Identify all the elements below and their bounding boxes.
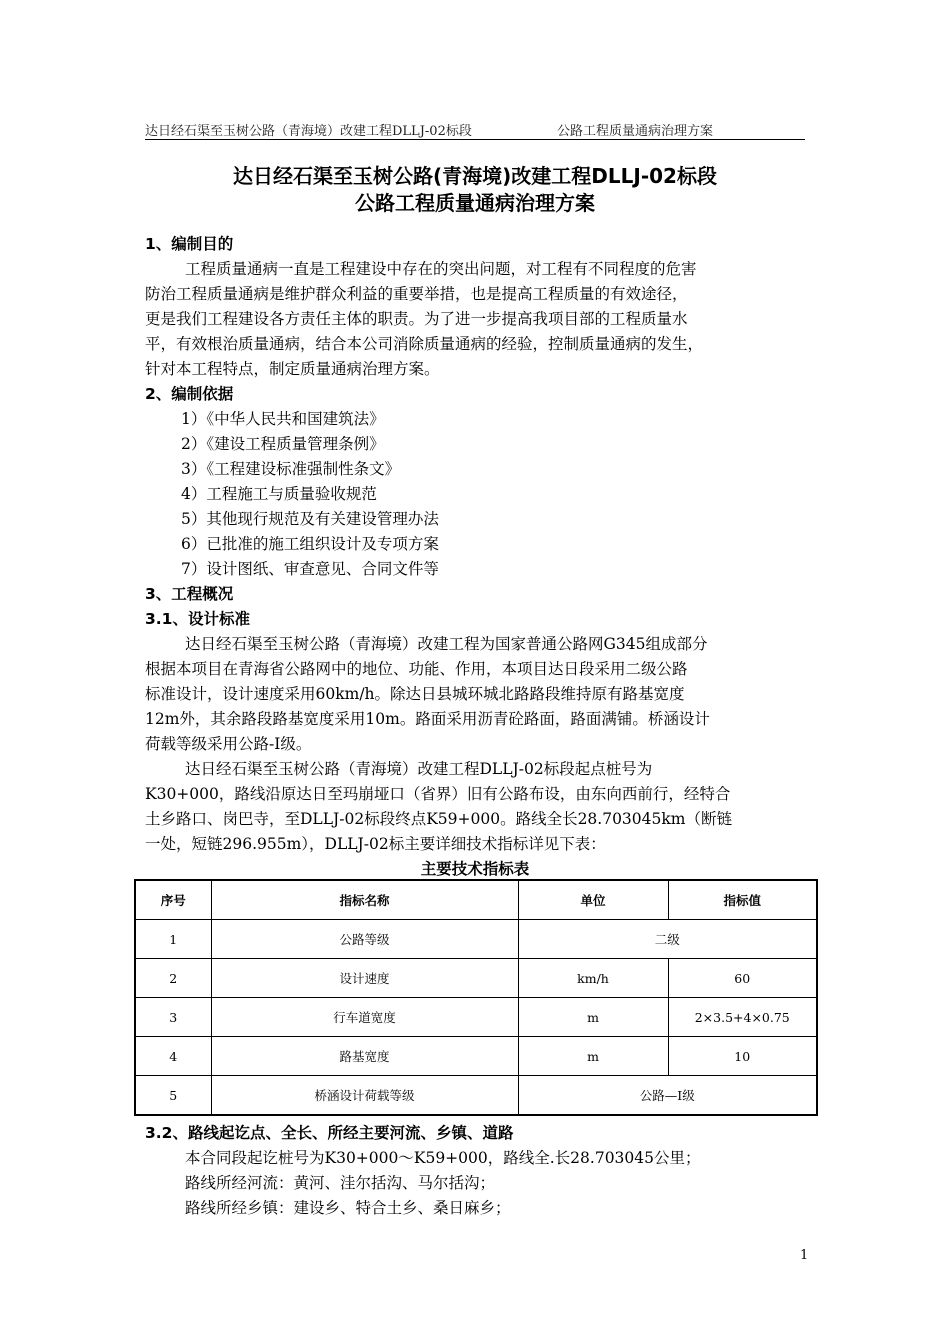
table-row bbox=[135, 959, 817, 998]
basis-item: 5）其他现行规范及有关建设管理办法 bbox=[181, 510, 439, 528]
section-3-2 bbox=[145, 1121, 807, 1221]
para-line: 达日经石渠至玉树公路（青海境）改建工程DLLJ-02标段起点桩号为 bbox=[185, 760, 653, 778]
document-title-line1: 达日经石渠至玉树公路(青海境)改建工程DLLJ-02标段 bbox=[233, 164, 717, 188]
table-header-cell: 序号 bbox=[135, 880, 211, 920]
table-cell: 3 bbox=[135, 998, 211, 1037]
basis-item: 1）《中华人民共和国建筑法》 bbox=[181, 410, 385, 428]
section-3-2-paragraph bbox=[145, 1146, 807, 1221]
table-cell: 5 bbox=[135, 1076, 211, 1116]
para-line: 荷载等级采用公路-I级。 bbox=[145, 735, 312, 753]
page-header bbox=[145, 117, 805, 140]
section-2-heading: 2、编制依据 bbox=[145, 385, 234, 403]
table-cell: 2 bbox=[135, 959, 211, 998]
para-line: 工程质量通病一直是工程建设中存在的突出问题，对工程有不同程度的危害 bbox=[185, 260, 697, 278]
table-cell: 60 bbox=[668, 959, 817, 998]
table-header-row bbox=[135, 880, 817, 920]
table-cell: km/h bbox=[518, 959, 668, 998]
basis-item: 6）已批准的施工组织设计及专项方案 bbox=[181, 535, 439, 553]
basis-item: 7）设计图纸、审查意见、合同文件等 bbox=[181, 560, 439, 578]
para-line: 根据本项目在青海省公路网中的地位、功能、作用，本项目达日段采用二级公路 bbox=[145, 660, 688, 678]
para-line: 土乡路口、岗巴寺，至DLLJ-02标段终点K59+000。路线全长28.703045km（断链 bbox=[145, 810, 732, 828]
tech-indicator-table bbox=[134, 879, 818, 1116]
section-3-2-heading: 3.2、路线起讫点、全长、所经主要河流、乡镇、道路 bbox=[145, 1124, 514, 1142]
header-right-text: 公路工程质量通病治理方案 bbox=[557, 124, 714, 139]
section-1-heading: 1、编制目的 bbox=[145, 235, 234, 253]
table-cell: 1 bbox=[135, 920, 211, 959]
para-line: 本合同段起讫桩号为K30+000～K59+000，路线全.长28.703045公里； bbox=[185, 1149, 701, 1167]
table-cell: 4 bbox=[135, 1037, 211, 1076]
basis-item: 3）《工程建设标准强制性条文》 bbox=[181, 460, 401, 478]
page-number: 1 bbox=[800, 1248, 809, 1263]
table-cell: 路基宽度 bbox=[211, 1037, 518, 1076]
basis-item: 4）工程施工与质量验收规范 bbox=[181, 485, 377, 503]
para-line: 标准设计，设计速度采用60km/h。除达日县城环城北路路段维持原有路基宽度 bbox=[145, 685, 685, 703]
table-cell: m bbox=[518, 1037, 668, 1076]
para-line: 达日经石渠至玉树公路（青海境）改建工程为国家普通公路网G345组成部分 bbox=[185, 635, 708, 653]
para-line: 路线所经河流：黄河、洼尔括沟、马尔括沟； bbox=[185, 1174, 496, 1192]
table-cell: 2×3.5+4×0.75 bbox=[668, 998, 817, 1037]
basis-item: 2）《建设工程质量管理条例》 bbox=[181, 435, 385, 453]
para-line: 防治工程质量通病是维护群众利益的重要举措，也是提高工程质量的有效途径， bbox=[145, 285, 688, 303]
section-3-1-heading: 3.1、设计标准 bbox=[145, 610, 250, 628]
para-line: K30+000，路线沿原达日至玛崩垭口（省界）旧有公路布设，由东向西前行，经特合 bbox=[145, 785, 731, 803]
table-row bbox=[135, 920, 817, 959]
section-3-heading: 3、工程概况 bbox=[145, 585, 234, 603]
table-caption: 主要技术指标表 bbox=[420, 860, 530, 878]
section-3-1-paragraph-2 bbox=[145, 757, 807, 857]
para-line: 平，有效根治质量通病，结合本公司消除质量通病的经验，控制质量通病的发生， bbox=[145, 335, 704, 353]
para-line: 12m外，其余路段路基宽度采用10m。路面采用沥青砼路面，路面满铺。桥涵设计 bbox=[145, 710, 710, 728]
para-line: 针对本工程特点，制定质量通病治理方案。 bbox=[145, 360, 440, 378]
section-3-1-paragraph-1 bbox=[145, 632, 807, 757]
section-1 bbox=[145, 232, 807, 857]
table-header-cell: 指标值 bbox=[668, 880, 817, 920]
table-cell: 桥涵设计荷载等级 bbox=[211, 1076, 518, 1116]
table-cell: 10 bbox=[668, 1037, 817, 1076]
table-cell: 公路等级 bbox=[211, 920, 518, 959]
section-1-paragraph bbox=[145, 257, 807, 382]
table-row bbox=[135, 998, 817, 1037]
para-line: 更是我们工程建设各方责任主体的职责。为了进一步提高我项目部的工程质量水 bbox=[145, 310, 688, 328]
table-row bbox=[135, 1076, 817, 1116]
table-cell: 设计速度 bbox=[211, 959, 518, 998]
header-left-text: 达日经石渠至玉树公路（青海境）改建工程DLLJ-02标段 bbox=[145, 124, 472, 139]
table-cell: 公路—Ⅰ级 bbox=[518, 1076, 817, 1116]
table-header-cell: 单位 bbox=[518, 880, 668, 920]
table-cell: 二级 bbox=[518, 920, 817, 959]
table-cell: 行车道宽度 bbox=[211, 998, 518, 1037]
para-line: 一处，短链296.955m），DLLJ-02标主要详细技术指标详见下表： bbox=[145, 835, 606, 853]
table-row bbox=[135, 1037, 817, 1076]
document-title-line2: 公路工程质量通病治理方案 bbox=[355, 191, 595, 215]
table-header-cell: 指标名称 bbox=[211, 880, 518, 920]
table-cell: m bbox=[518, 998, 668, 1037]
para-line: 路线所经乡镇：建设乡、特合土乡、桑日麻乡； bbox=[185, 1199, 511, 1217]
